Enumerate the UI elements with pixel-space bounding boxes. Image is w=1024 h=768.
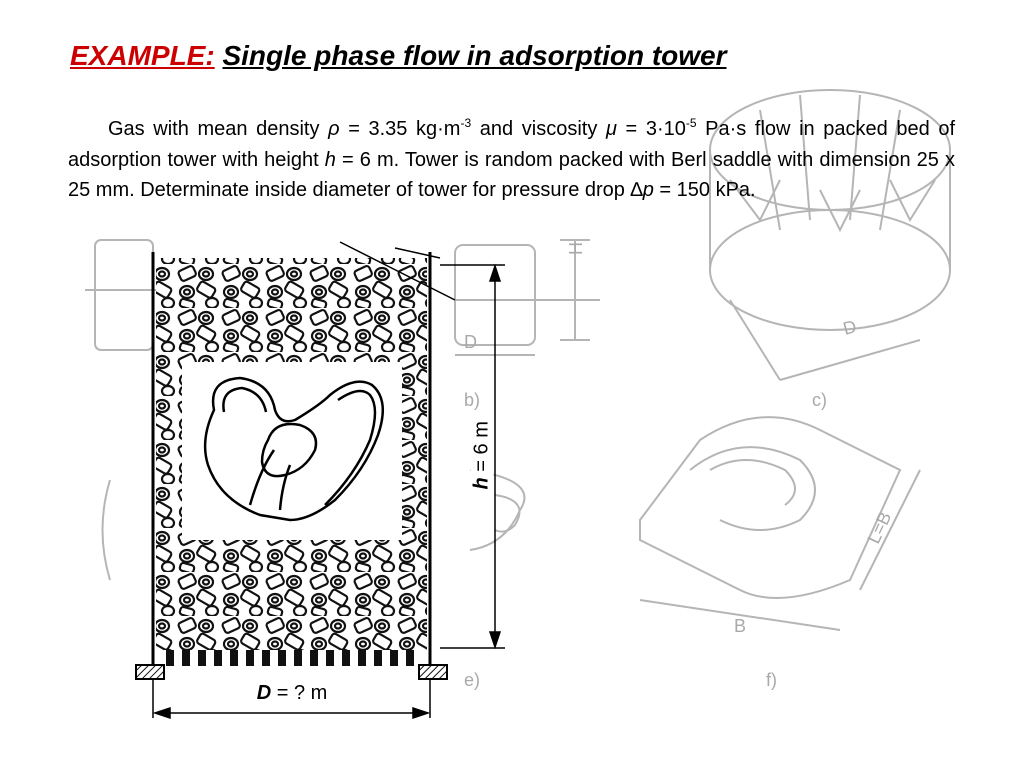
bg-label-b: b) [464,390,481,410]
text-run: = 150 kPa. [653,179,756,201]
bg-label-b-saddle: B [734,616,747,636]
text-run: = 6 m. Tower is random packed with Berl saddle with dimension 25 x 25 mm. Determinate inside diameter of tower for pressure drop [68,148,956,201]
mu-symbol: μ [605,118,617,140]
rho-exponent: -3 [460,116,472,130]
bg-label-e: e) [464,670,481,690]
flange-left [136,665,164,679]
text-run: Pa·s flow in packed bed of adsorption tower with height [68,118,956,171]
h-symbol: h [324,148,336,171]
title-prefix: EXAMPLE: [70,40,215,71]
bg-label-h-small: H [566,242,586,255]
diameter-value: = ? m [271,682,328,704]
diameter-dimension-arrow [155,708,428,718]
berl-saddle-inset [182,362,402,540]
problem-statement [68,114,955,206]
text-run: and viscosity [471,118,606,140]
text-run: = 3.35 kg·m [339,118,461,140]
bg-label-d-ring: D [840,316,859,339]
bg-label-lb: L=B [863,508,896,547]
height-symbol: h [470,477,493,490]
title-text: Single phase flow in adsorption tower [222,40,727,71]
mu-exponent: -5 [685,116,697,130]
height-value: = 6 m [470,421,493,478]
rho-symbol: ρ [328,118,340,140]
leader-line [395,248,440,258]
diameter-symbol: D [256,682,272,704]
text-run: Gas with mean density [108,118,329,140]
bg-label-f: f) [766,670,777,690]
bg-label-c: c) [812,390,827,410]
text-run: = 3·10 [616,118,686,140]
diameter-label [222,682,362,705]
problem-paragraph [68,114,955,206]
delta-symbol: ∆ [630,179,643,201]
p-symbol: p [642,179,654,201]
bg-label-d-small: D [464,332,477,352]
support-grid [166,650,414,666]
flange-right [419,665,447,679]
height-label [470,421,494,490]
